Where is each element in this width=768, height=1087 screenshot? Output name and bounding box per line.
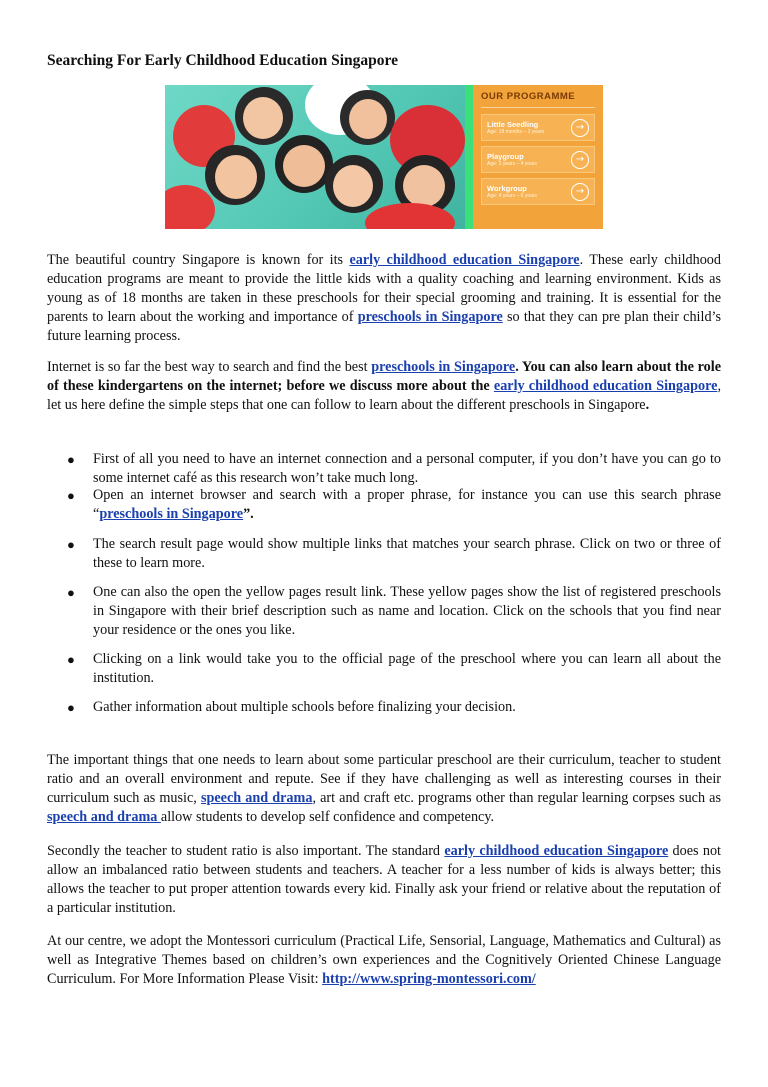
text: Secondly the teacher to student ratio is also important. The standard — [47, 843, 445, 859]
list-item-text: Gather information about multiple schools before finalizing your decision. — [93, 699, 516, 715]
paragraph-internet — [47, 358, 721, 415]
paragraph-ratio — [47, 842, 721, 918]
paragraph-intro — [47, 251, 721, 346]
text: ”. — [243, 506, 254, 522]
link-speech-and-drama[interactable]: speech and drama — [200, 790, 313, 806]
bullet-icon: ● — [67, 652, 75, 667]
arrow-right-icon: → — [571, 119, 589, 137]
list-item — [47, 450, 721, 488]
paragraph-centre — [47, 932, 721, 989]
programme-item — [481, 114, 595, 141]
list-item-text: Clicking on a link would take you to the official page of the preschool where you can learn all about the institution. — [93, 651, 721, 686]
programme-ages: Age: 18 months – 3 years — [487, 129, 544, 135]
list-item — [47, 650, 721, 688]
programme-item — [481, 146, 595, 173]
programme-title: OUR PROGRAMME — [481, 91, 595, 108]
bullet-icon: ● — [67, 488, 75, 503]
programme-ages: Age: 3 years – 4 years — [487, 161, 538, 167]
divider-stripe — [465, 85, 473, 229]
list-item — [47, 535, 721, 573]
text: . These early childhood education programs are meant to provide the little kids with a quality coaching and learning environment. Kids as young as of 18 months are taken in these preschools for their special grooming and training. It is essential for the parents to learn about the working and importance of — [47, 252, 721, 325]
text: At our centre, we adopt the Montessori curriculum (Practical Life, Sensorial, Language, Mathematics and Cultural) as well as Integrative Themes based on children’s own experiences and the Cognitively Oriented Chinese Language Curriculum. For More Information Please Visit: — [47, 933, 721, 987]
text: Internet is so far the best way to search and find the best — [47, 359, 372, 375]
text: so that they can pre plan their child’s future learning process. — [47, 309, 722, 344]
list-item-text: One can also the open the yellow pages result link. These yellow pages show the list of registered preschools in Singapore with their brief description such as name and location. Click on the schools that you find near your residence or the ones you like. — [93, 584, 721, 638]
list-item-text: First of all you need to have an internet connection and a personal computer, if you don’t have you can go to some internet café as this research won’t take much long. — [93, 451, 721, 486]
page-title: Searching For Early Childhood Education Singapore — [47, 52, 398, 69]
text: allow students to develop self confidence and competency. — [160, 809, 495, 825]
list-item — [47, 486, 721, 524]
text: , art and craft etc. programs other than regular learning corpses such as — [312, 790, 721, 806]
link-early-childhood-education[interactable]: early childhood education Singapore — [444, 843, 669, 859]
text: does not allow an imbalanced ratio between students and teachers. A teacher for a less number of kids is always better; this allows the teacher to put proper attention towards every kid. Finally ask your friend or relative about the reputation of a particular institution. — [47, 843, 721, 916]
bullet-icon: ● — [67, 452, 75, 467]
programme-name: Playgroup — [487, 152, 524, 161]
arrow-right-icon: → — [571, 183, 589, 201]
list-item — [47, 583, 721, 640]
hero-image — [165, 85, 603, 229]
list-item-text — [93, 486, 721, 524]
bullet-icon: ● — [67, 700, 75, 715]
bullet-icon: ● — [67, 537, 75, 552]
link-speech-and-drama[interactable]: speech and drama — [47, 809, 161, 825]
link-preschools-in-singapore[interactable]: preschools in Singapore — [357, 309, 503, 325]
bullet-icon: ● — [67, 585, 75, 600]
link-early-childhood-education[interactable]: early childhood education Singapore — [493, 378, 718, 394]
text: . — [645, 397, 650, 413]
link-early-childhood-education[interactable]: early childhood education Singapore — [349, 252, 580, 268]
text: The important things that one needs to learn about some particular preschool are their curriculum, teacher to student ratio and an overall environment and repute. See if they have challenging as well as interesting courses in their curriculum such as music, — [47, 752, 721, 806]
children-photo — [165, 85, 465, 229]
text: . You can also learn about the role of these kindergartens on the internet; before we discuss more about the — [47, 359, 722, 394]
text: The beautiful country Singapore is known for its — [47, 252, 350, 268]
text: Open an internet browser and search with a proper phrase, for instance you can use this search phrase “ — [93, 487, 721, 522]
paragraph-curriculum — [47, 751, 721, 827]
programme-name: Little Seedling — [487, 120, 539, 129]
programme-panel — [473, 85, 603, 229]
programme-item — [481, 178, 595, 205]
list-item — [47, 698, 721, 717]
arrow-right-icon: → — [571, 151, 589, 169]
programme-ages: Age: 4 years – 6 years — [487, 193, 538, 199]
text: , let us here define the simple steps that one can follow to learn about the different preschools in Singapore — [47, 378, 721, 413]
link-preschools-in-singapore[interactable]: preschools in Singapore — [371, 359, 516, 375]
programme-name: Workgroup — [487, 184, 527, 193]
link-preschools-in-singapore[interactable]: preschools in Singapore — [99, 506, 244, 522]
list-item-text: The search result page would show multiple links that matches your search phrase. Click on two or three of these to learn more. — [93, 536, 721, 571]
link-spring-montessori[interactable]: http://www.spring-montessori.com/ — [322, 971, 536, 987]
